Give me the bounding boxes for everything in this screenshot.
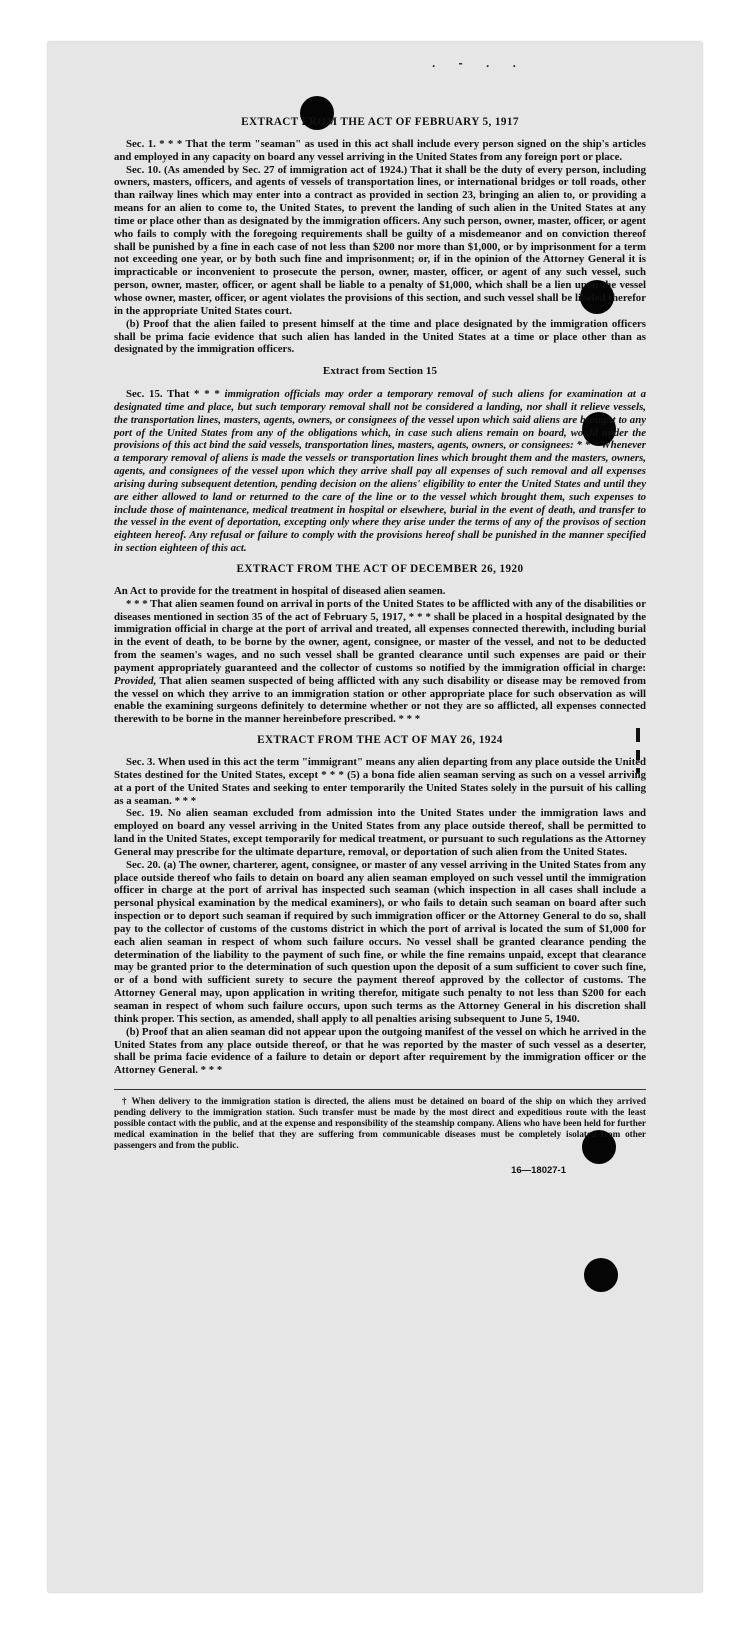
section-10-text: Sec. 10. (As amended by Sec. 27 of immigration act of 1924.) That it shall be the duty of every person, including owners, masters, officers, and agents of vessels of transportation lines, or international bridges or toll roads, other than railway lines which may enter into a contract as provided in section 23, bringing an alien to, or providing a means for an alien to come to, the United States, to prevent the landing of such alien in the United States at any time or place other than as designated by the immigration officers. Any such person, owner, master, officer, or agent who fails to comply with the foregoing requirements shall be guilty of a misdemeanor and on conviction thereof shall be punished by a fine in each case of not less than $200 nor more than $1,000, or by imprisonment for a term not exceeding one year, or by both such fine and imprisonment; or, if in the opinion of the Attorney General it is impracticable or inconvenient to prosecute the person, owner, master, officer, or agent of any such vessel, such person, owner, master, officer, or agent shall be liable to a penalty of $1,000, which shall be a lien upon the vessel whose owner, master, officer, or agent violates the provisions of this section, and such vessel shall be libeled therefor in the appropriate United States court. — [114, 163, 646, 317]
section-1-text: Sec. 1. * * * That the term "seaman" as used in this act shall include every person signed on the ship's articles and employed in any capacity on board any vessel arriving in the United States from any foreign port or place. — [114, 137, 646, 163]
heading-section-15: Extract from Section 15 — [322, 365, 438, 378]
footnote: † When delivery to the immigration station is directed, the aliens must be detained on board of the ship on which they arrived pending delivery to the immigration station. Such transfer must be made by the most direct and expeditious route with the least possible contact with the public, and at the expense and responsibility of the steamship company. Aliens who have been held for further medical examination in the belief that they are suffering from communicable diseases must be completely isolated from other passengers and from the public. — [114, 1089, 646, 1151]
section-15-italic: immigration officials may order a temporary removal of such aliens for examination at a designated time and place, but such temporary removal shall not be considered a landing, nor shall it relieve vessels, the transportation lines, masters, agents, owners, or consignees of the vessel upon which said aliens are brought to any port of the United States from any of the obligations which, in case such aliens remain on board, would under the provisions of this act bind the said vessels, transportation lines, masters, agents, owners, or consignees: * * * Whenever a temporary removal of aliens is made the vessels or transportation lines which brought them and the masters, owners, agents, and consignees of the vessel upon which they arrive shall pay all expenses of such removal and all expenses arising during subsequent detention, pending decision on the aliens' eligibility to enter the United States and until they are either allowed to land or returned to the care of the line or to the vessel which brought them, such expenses to include those of maintenance, medical treatment in hospital or elsewhere, burial in the event of death, and transfer to the vessel in the event of deportation, excepting only where they arise under the terms of any of the provisos of section eighteen hereof. Any refusal or failure to comply with the provisions hereof shall be punished in the manner specified in section eighteen of this act. — [114, 388, 647, 555]
heading-act-1917: EXTRACT FROM THE ACT OF FEBRUARY 5, 1917 — [241, 116, 519, 128]
act-1920-title: An Act to provide for the treatment in hospital of diseased alien seamen. — [114, 584, 446, 597]
section-15-text — [114, 388, 646, 555]
section-20a-text: Sec. 20. (a) The owner, charterer, agent, consignee, or master of any vessel arriving in the United States from any place outside thereof who fails to detain on board any alien seaman employed on such vessel until the immigration officer in charge at the port of arrival has inspected such seaman (which inspection in all cases shall include a personal physical examination by the medical examiners), or who fails to detain such seaman on board after such inspection or to deport such seaman if required by such immigration officer or the Attorney General to do so, shall pay to the collector of customs of the customs district in which the port of arrival is located the sum of $1,000 for each alien seaman in respect of whom such failure occurs. No vessel shall be granted clearance pending the determination of the liability to the payment of such fine, or while the fine remains unpaid, except that clearance may be granted prior to the determination of such question upon the deposit of a sum sufficient to cover such fine, or of a bond with sufficient surety to secure the payment thereof approved by the collector of customs. The Attorney General may, upon application in writing therefor, mitigate such penalty to not less than $200 for each seaman in respect of whom such failure occurs, upon such terms as the Attorney General in his discretion shall think proper. This section, as amended, shall apply to all penalties arising subsequent to June 5, 1940. — [114, 858, 646, 1025]
section-15-lead: Sec. 15. That * * * — [126, 388, 220, 401]
section-10b-text: (b) Proof that the alien failed to present himself at the time and place designated by the immigration officers shall be prima facie evidence that such alien has landed in the United States at a time or place other than as designated by the immigration officers. — [114, 317, 646, 356]
document-page — [48, 42, 702, 1592]
heading-act-1920: EXTRACT FROM THE ACT OF DECEMBER 26, 1920 — [236, 563, 524, 575]
section-3-text: Sec. 3. When used in this act the term "immigrant" means any alien departing from any place outside the United States destined for the United States, except * * * (5) a bona fide alien seaman serving as such on a vessel arriving at a port of the United States and seeking to enter temporarily the United States solely in the pursuit of his calling as a seaman. * * * — [114, 755, 646, 807]
act-1920-provided: Provided, — [114, 674, 157, 687]
punch-hole-right-4 — [584, 1258, 618, 1292]
top-marks: . - . . — [432, 56, 526, 70]
act-1920-body-b: That alien seamen suspected of being afflicted with any such disability or disease may be removed from the vessel on which they arrive to an immigration station or other appropriate place for such observation as will enable the examining surgeons definitely to determine whether or not they are so afflicted, all expenses connected therewith to be borne in the manner hereinbefore prescribed. * * * — [114, 674, 646, 726]
act-1920-body — [114, 598, 646, 726]
act-1920-body-a: * * * That alien seamen found on arrival in ports of the United States to be afflicted with any of the disabilities or diseases mentioned in section 35 of the act of February 5, 1917, * * * shall be placed in a hospital designated by the immigration official in charge at the port of arrival and treated, all expenses connected therewith, including burial in the event of death, to be borne by the owner, agent, consignee, or master of the vessel, and not to be deducted from the seamen's wages, and no such vessel shall be granted clearance until such expenses are paid or their payment appropriately guaranteed and the collector of customs so notified by the immigration official in charge: — [114, 597, 646, 674]
form-number: 16—18027-1 — [511, 1165, 566, 1177]
section-20b-text: (b) Proof that an alien seaman did not appear upon the outgoing manifest of the vessel on which he arrived in the United States from any place outside thereof, or that he was reported by the master of such vessel as a deserter, shall be prima facie evidence of a failure to detain or deport after requirement by the immigration officer or the Attorney General. * * * — [114, 1025, 646, 1077]
document-content — [114, 108, 646, 1178]
section-19-text: Sec. 19. No alien seaman excluded from admission into the United States under the immigration laws and employed on board any vessel arriving in the United States from any place outside thereof, shall be permitted to land in the United States, except temporarily for medical treatment, or pursuant to such regulations as the Attorney General may prescribe for the ultimate departure, removal, or deportation of such alien from the United States. — [114, 807, 646, 858]
heading-act-1924: EXTRACT FROM THE ACT OF MAY 26, 1924 — [257, 734, 503, 747]
